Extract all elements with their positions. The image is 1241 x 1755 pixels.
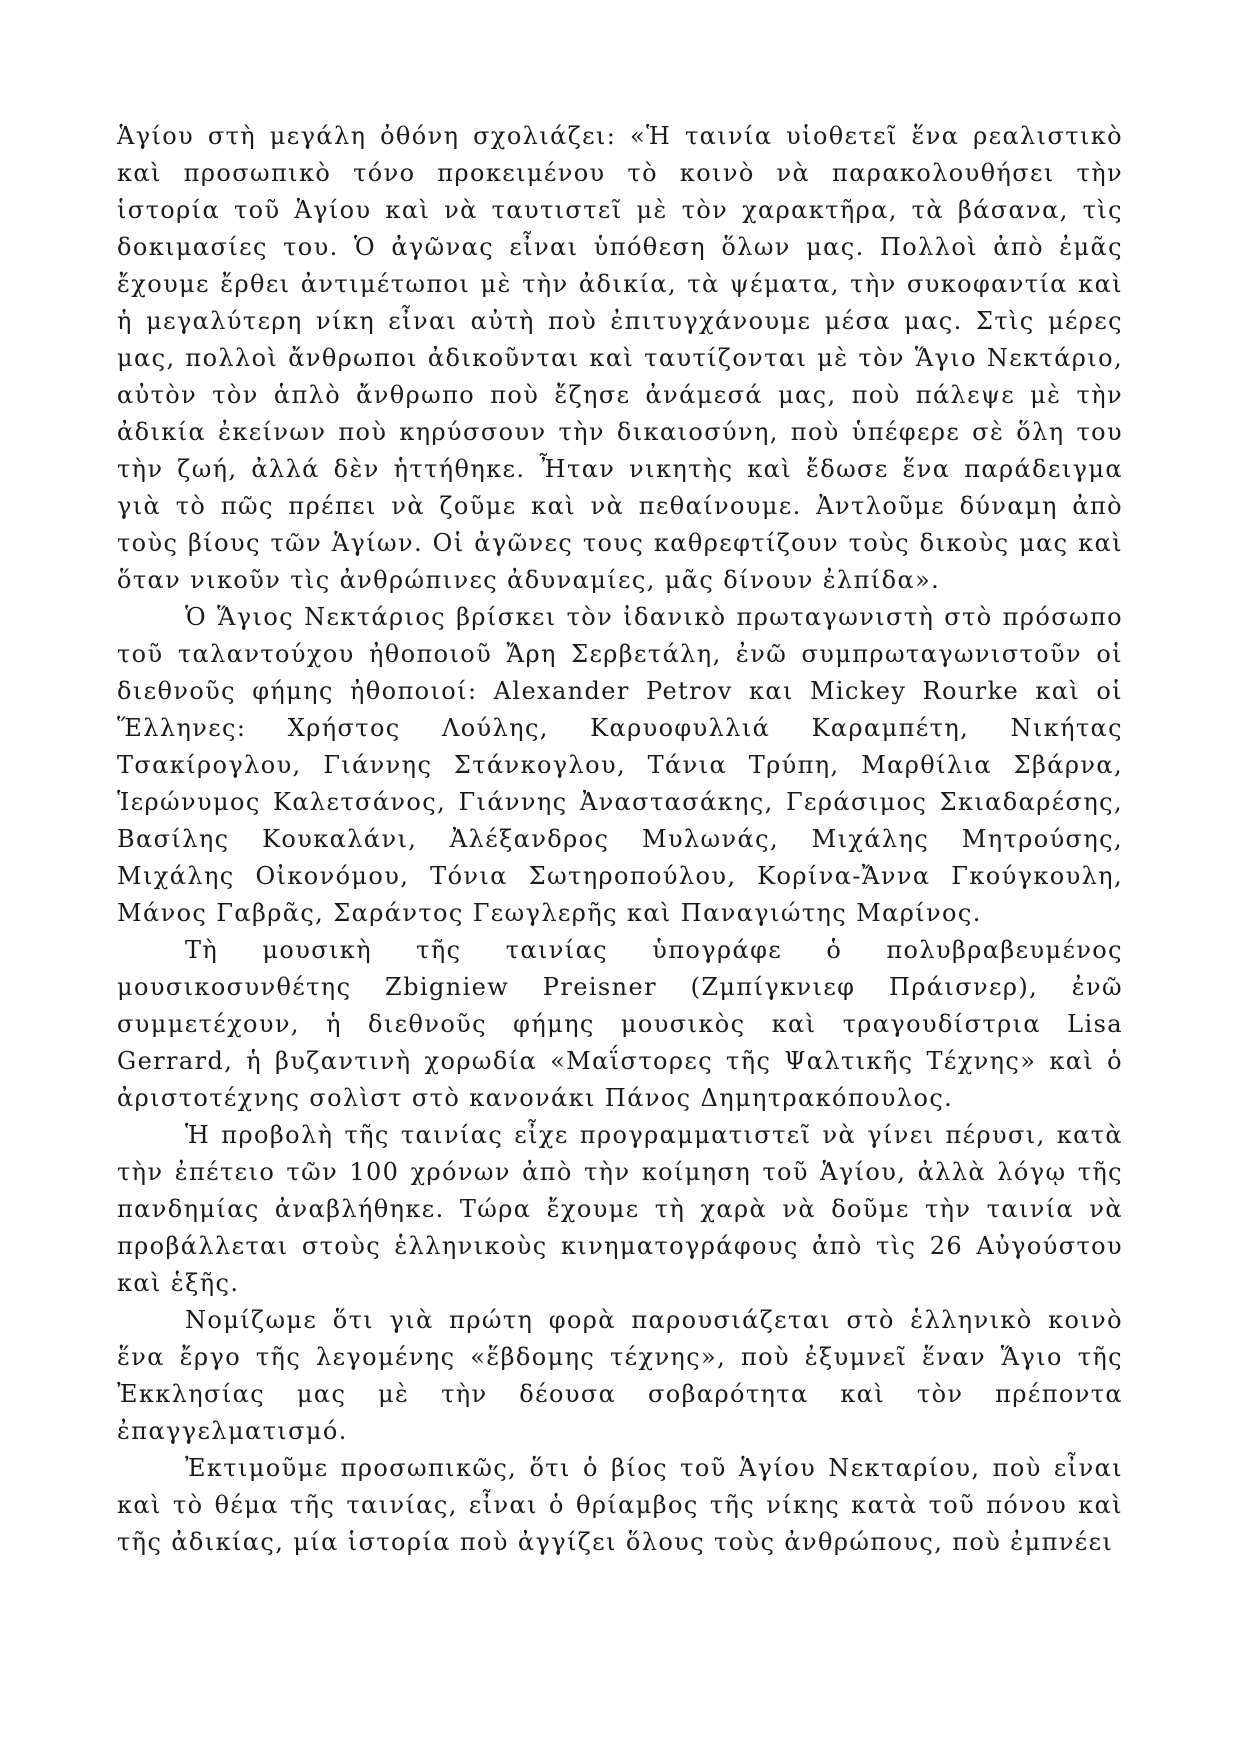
paragraph-music: Τὴ μουσικὴ τῆς ταινίας ὑπογράφε ὁ πολυβραβευμένος μουσικοσυνθέτης Zbigniew Preisner (Ζμπίγκνιεφ Πράισνερ), ἐνῶ συμμετέχουν, ἡ διεθνοῦς φήμης μουσικὸς καὶ τραγουδίστρια Lisa Gerrard, ἡ βυζαντινὴ χορωδία «Μαΐστορες τῆς Ψαλτικῆς Τέχνης» καὶ ὁ ἀριστοτέχνης σολὶστ στὸ κανονάκι Πάνος Δημητρακόπουλος. <box>117 936 1123 1112</box>
paragraph-saint-life: Ἐκτιμοῦμε προσωπικῶς, ὅτι ὁ βίος τοῦ Ἁγίου Νεκταρίου, ποὺ εἶναι καὶ τὸ θέμα τῆς ταινίας, εἶναι ὁ θρίαμβος τῆς νίκης κατὰ τοῦ πόνου καὶ τῆς ἀδικίας, μία ἱστορία ποὺ ἀγγίζει ὅλους τοὺς ἀνθρώπους, ποὺ ἐμπνέει <box>117 1454 1123 1556</box>
paragraph-quote-continuation: Ἁγίου στὴ μεγάλη ὀθόνη σχολιάζει: «Ἡ ταινία υἱοθετεῖ ἕνα ρεαλιστικὸ καὶ προσωπικὸ τόνο προκειμένου τὸ κοινὸ νὰ παρακολουθήσει τὴν ἱστορία τοῦ Ἁγίου καὶ νὰ ταυτιστεῖ μὲ τὸν χαρακτῆρα, τὰ βάσανα, τὶς δοκιμασίες του. Ὁ ἀγῶνας εἶναι ὑπόθεση ὅλων μας. Πολλοὶ ἀπὸ ἐμᾶς ἔχουμε ἔρθει ἀντιμέτωποι μὲ τὴν ἀδικία, τὰ ψέματα, τὴν συκοφαντία καὶ ἡ μεγαλύτερη νίκη εἶναι αὐτὴ ποὺ ἐπιτυγχάνουμε μέσα μας. Στὶς μέρες μας, πολλοὶ ἄνθρωποι ἀδικοῦνται καὶ ταυτίζονται μὲ τὸν Ἅγιο Νεκτάριο, αὐτὸν τὸν ἁπλὸ ἄνθρωπο ποὺ ἔζησε ἀνάμεσά μας, ποὺ πάλεψε μὲ τὴν ἀδικία ἐκείνων ποὺ κηρύσσουν τὴν δικαιοσύνη, ποὺ ὑπέφερε σὲ ὅλη του τὴν ζωή, ἀλλά δὲν ἡττήθηκε. Ἦταν νικητὴς καὶ ἔδωσε ἕνα παράδειγμα γιὰ τὸ πῶς πρέπει νὰ ζοῦμε καὶ νὰ πεθαίνουμε. Ἀντλοῦμε δύναμη ἀπὸ τοὺς βίους τῶν Ἁγίων. Οἱ ἀγῶνες τους καθρεφτίζουν τοὺς δικοὺς μας καὶ ὅταν νικοῦν τὶς ἀνθρώπινες ἀδυναμίες, μᾶς δίνουν ἐλπίδα». <box>117 122 1123 594</box>
paragraph-seventh-art: Νομίζωμε ὅτι γιὰ πρώτη φορὰ παρουσιάζεται στὸ ἑλληνικὸ κοινὸ ἕνα ἔργο τῆς λεγομένης «ἕβδομης τέχνης», ποὺ ἐξυμνεῖ ἕναν Ἅγιο τῆς Ἐκκλησίας μας μὲ τὴν δέουσα σοβαρότητα καὶ τὸν πρέποντα ἐπαγγελματισμό. <box>117 1306 1123 1445</box>
paragraph-cast: Ὁ Ἅγιος Νεκτάριος βρίσκει τὸν ἰδανικὸ πρωταγωνιστὴ στὸ πρόσωπο τοῦ ταλαντούχου ἠθοποιοῦ Ἄρη Σερβετάλη, ἐνῶ συμπρωταγωνιστοῦν οἱ διεθνοῦς φήμης ἠθοποιοί: Alexander Petrov και Mickey Rourke καὶ οἱ Ἕλληνες: Χρήστος Λούλης, Καρυοφυλλιά Καραμπέτη, Νικήτας Τσακίρογλου, Γιάννης Στάνκογλου, Τάνια Τρύπη, Μαρθίλια Σβάρνα, Ἱερώνυμος Καλετσάνος, Γιάννης Ἀναστασάκης, Γεράσιμος Σκιαδαρέσης, Βασίλης Κουκαλάνι, Ἀλέξανδρος Μυλωνάς, Μιχάλης Μητρούσης, Μιχάλης Οἰκονόμου, Τόνια Σωτηροπούλου, Κορίνα-Ἄννα Γκούγκουλη, Μάνος Γαβρᾶς, Σαράντος Γεωγλερῆς καὶ Παναγιώτης Μαρίνος. <box>117 603 1123 927</box>
document-page <box>117 118 1123 1561</box>
paragraph-screening: Ἡ προβολὴ τῆς ταινίας εἶχε προγραμματιστεῖ νὰ γίνει πέρυσι, κατὰ τὴν ἐπέτειο τῶν 100 χρόνων ἀπὸ τὴν κοίμηση τοῦ Ἁγίου, ἀλλὰ λόγῳ τῆς πανδημίας ἀναβλήθηκε. Τώρα ἔχουμε τὴ χαρὰ νὰ δοῦμε τὴν ταινία νὰ προβάλλεται στοὺς ἑλληνικοὺς κινηματογράφους ἀπὸ τὶς 26 Αὐγούστου καὶ ἑξῆς. <box>117 1121 1123 1297</box>
